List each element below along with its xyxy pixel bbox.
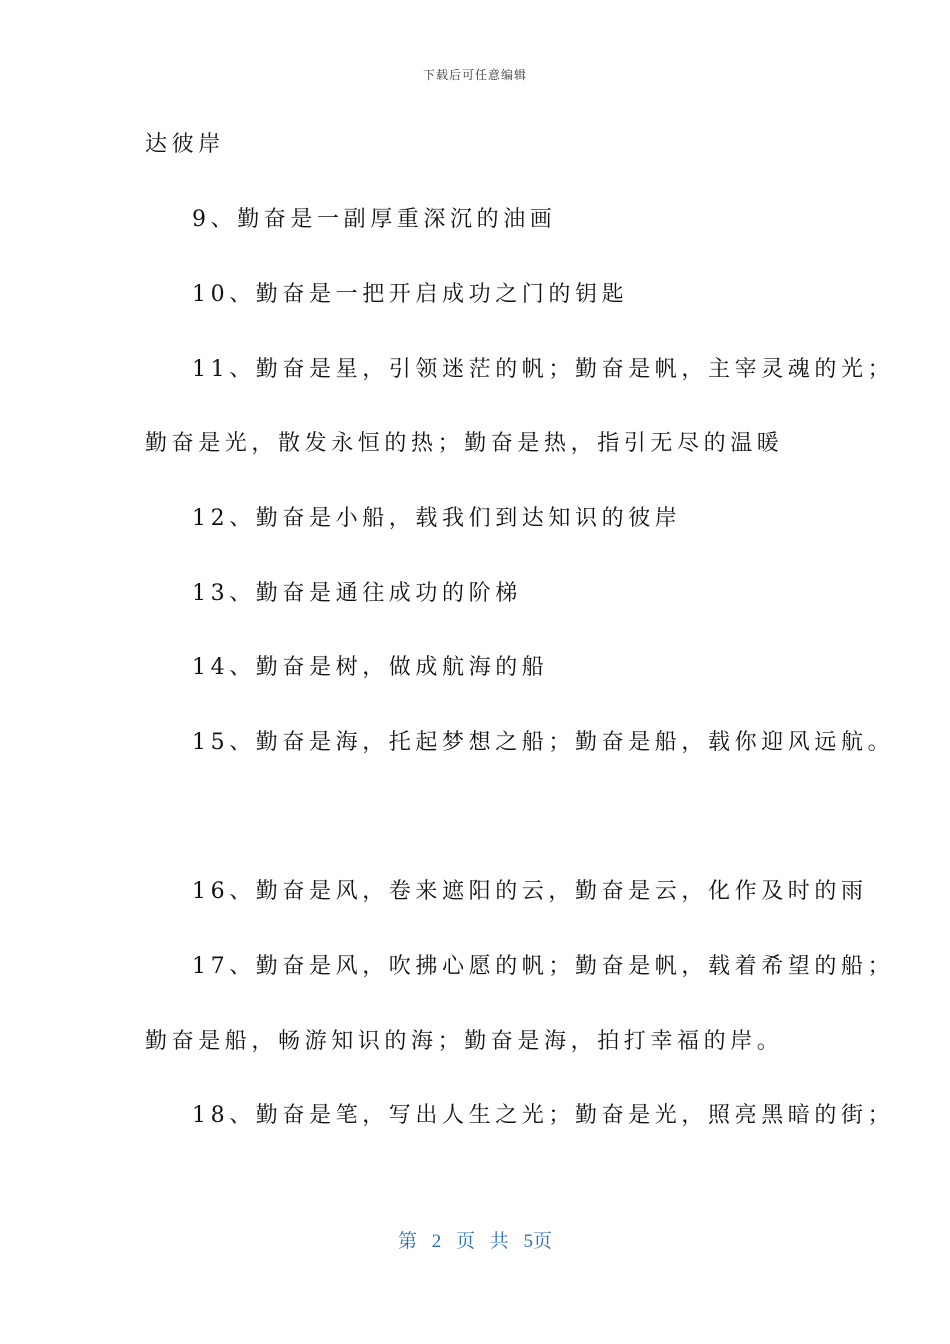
text-line: 10、勤奋是一把开启成功之门的钥匙	[192, 282, 629, 307]
text-line: 18、勤奋是笔，写出人生之光；勤奋是光，照亮黑暗的街；	[192, 1103, 895, 1128]
text-line: 9、勤奋是一副厚重深沉的油画	[192, 207, 557, 232]
text-line: 12、勤奋是小船，载我们到达知识的彼岸	[192, 506, 682, 531]
text-line: 勤奋是船，畅游知识的海；勤奋是海，拍打幸福的岸。	[145, 1029, 784, 1054]
footer-total-pages: 5页	[523, 1231, 553, 1252]
text-line: 15、勤奋是海，托起梦想之船；勤奋是船，载你迎风远航。	[192, 730, 895, 755]
footer-label-total: 共	[489, 1231, 509, 1252]
text-line: 16、勤奋是风，卷来遮阳的云，勤奋是云，化作及时的雨	[192, 879, 868, 904]
page-footer	[0, 1226, 950, 1253]
text-line: 11、勤奋是星，引领迷茫的帆；勤奋是帆，主宰灵魂的光；	[192, 357, 895, 382]
text-line: 17、勤奋是风，吹拂心愿的帆；勤奋是帆，载着希望的船；	[192, 954, 895, 979]
text-line: 13、勤奋是通往成功的阶梯	[192, 581, 522, 606]
footer-label-ye: 页	[455, 1231, 475, 1252]
text-line: 14、勤奋是树，做成航海的船	[192, 655, 549, 680]
page-header: 下载后可任意编辑	[422, 68, 527, 82]
footer-label-page: 第	[397, 1231, 417, 1252]
footer-current-page: 2	[431, 1231, 442, 1252]
text-line: 勤奋是光，散发永恒的热；勤奋是热，指引无尽的温暖	[145, 431, 784, 456]
text-line: 达彼岸	[145, 132, 225, 157]
